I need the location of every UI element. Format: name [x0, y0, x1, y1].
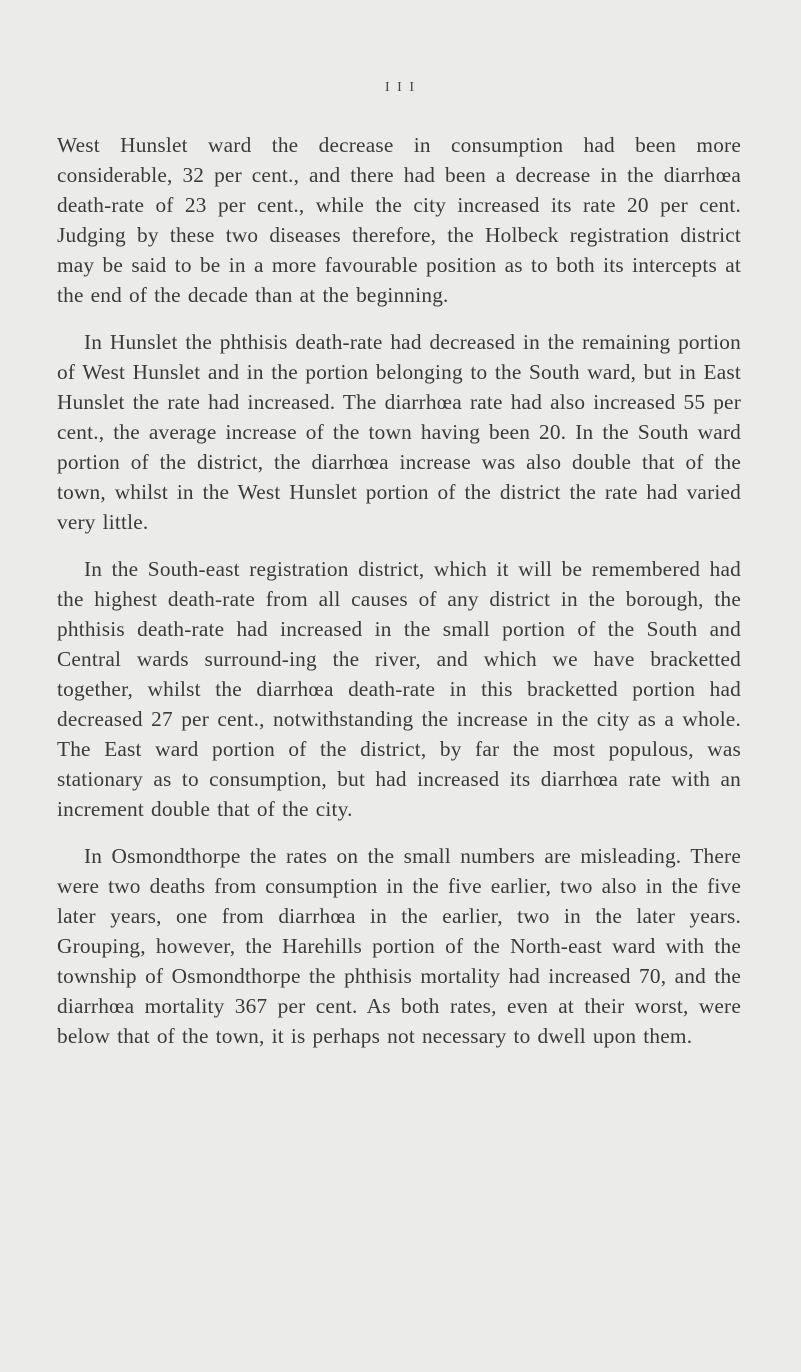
paragraph-1: West Hunslet ward the decrease in consumption had been more considerable, 32 per cent., and there had been a decrease in the diarrhœa death-rate of 23 per cent., while the city increased its rate 20 per cent. Judging by these two diseases therefore, the Holbeck registration district may be said to be in a more favourable position as to both its intercepts at the end of the decade than at the beginning.	[57, 133, 741, 307]
paragraph-4: In Osmondthorpe the rates on the small numbers are misleading. There were two deaths from consumption in the five earlier, two also in the five later years, one from diarrhœa in the earlier, two in the later years. Grouping, however, the Harehills portion of the North-east ward with the township of Osmondthorpe the phthisis mortality had increased 70, and the diarrhœa mortality 367 per cent. As both rates, even at their worst, were below that of the town, it is perhaps not necessary to dwell upon them.	[57, 844, 741, 1048]
paragraph-2: In Hunslet the phthisis death-rate had decreased in the remaining portion of West Hunslet and in the portion belonging to the South ward, but in East Hunslet the rate had increased. The diarrhœa rate had also increased 55 per cent., the average increase of the town having been 20. In the South ward portion of the district, the diarrhœa increase was also double that of the town, whilst in the West Hunslet portion of the district the rate had varied very little.	[57, 330, 741, 534]
body-text	[57, 130, 741, 1068]
paragraph-3: In the South-east registration district, which it will be remembered had the highest death-rate from all causes of any district in the borough, the phthisis death-rate had increased in the small portion of the South and Central wards surround-ing the river, and which we have bracketted together, whilst the diarrhœa death-rate in this bracketted portion had decreased 27 per cent., notwithstanding the increase in the city as a whole. The East ward portion of the district, by far the most populous, was stationary as to consumption, but had increased its diarrhœa rate with an increment double that of the city.	[57, 557, 741, 821]
page-number: I I I	[385, 80, 416, 95]
